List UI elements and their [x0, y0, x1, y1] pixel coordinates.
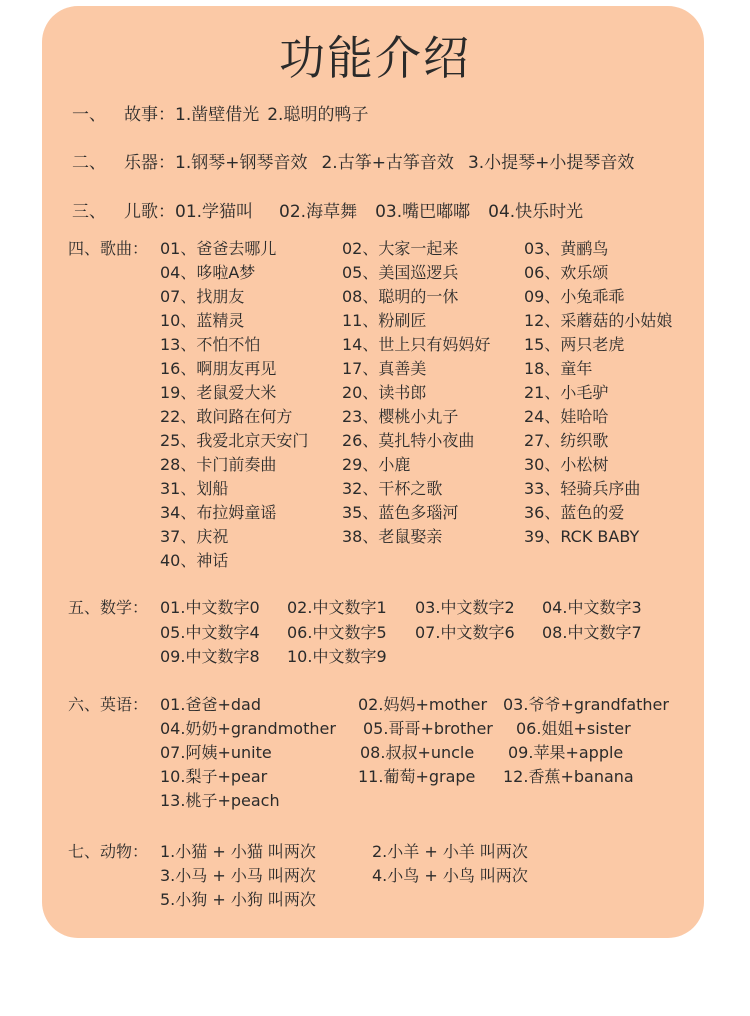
list-item: 09、小兔乖乖: [524, 287, 625, 306]
section-story: [72, 104, 368, 126]
list-item: 21、小毛驴: [524, 383, 609, 402]
list-item: 3.小提琴+小提琴音效: [467, 153, 635, 173]
list-item: 05.中文数字4: [160, 622, 260, 642]
list-item: 07.中文数字6: [415, 622, 515, 642]
list-item: 25、我爱北京天安门: [160, 431, 309, 450]
list-item: 12、采蘑菇的小姑娘: [524, 311, 673, 330]
list-item: 02.妈妈+mother: [358, 695, 488, 714]
list-item: 2.小羊 + 小羊 叫两次: [372, 842, 528, 861]
list-item: 06.中文数字5: [287, 622, 387, 642]
section-number: 三、: [72, 202, 106, 222]
list-item: 17、真善美: [342, 359, 427, 378]
list-item: 28、卡门前奏曲: [160, 455, 277, 474]
list-item: 5.小狗 + 小狗 叫两次: [160, 890, 316, 909]
list-item: 02.中文数字1: [287, 598, 387, 617]
section-songs-label: 四、歌曲：: [68, 239, 149, 258]
list-item: 11.葡萄+grape: [358, 767, 476, 786]
list-item: 01.爸爸+dad: [160, 695, 261, 714]
list-item: 18、童年: [524, 359, 593, 378]
list-item: 01.中文数字0: [160, 598, 260, 617]
list-item: 04.中文数字3: [542, 598, 642, 617]
list-item: 07.阿姨+unite: [160, 743, 272, 762]
list-item: 12.香蕉+banana: [503, 767, 634, 786]
list-item: 02、大家一起来: [342, 239, 459, 258]
section-animals-label: 七、动物：: [68, 842, 149, 861]
list-item: 08.叔叔+uncle: [360, 743, 475, 762]
list-item: 15、两只老虎: [524, 335, 625, 354]
list-item: 03.嘴巴嘟嘟: [375, 202, 471, 222]
list-item: 10.中文数字9: [287, 647, 387, 666]
list-item: 22、敢问路在何方: [160, 407, 293, 426]
list-item: 05.哥哥+brother: [363, 719, 493, 738]
list-item: 37、庆祝: [160, 527, 229, 546]
list-item: 03.中文数字2: [415, 598, 515, 617]
list-item: 34、布拉姆童谣: [160, 503, 277, 522]
list-item: 08、聪明的一休: [342, 287, 459, 306]
list-item: 06、欢乐颂: [524, 263, 609, 282]
list-item: 04.快乐时光: [488, 202, 584, 222]
list-item: 14、世上只有妈妈好: [342, 335, 491, 354]
section-label: 乐器：: [124, 153, 175, 173]
list-item: 1.钢琴+钢琴音效: [175, 153, 308, 173]
list-item: 03、黄鹂鸟: [524, 239, 609, 258]
list-item: 01、爸爸去哪儿: [160, 239, 277, 258]
list-item: 19、老鼠爱大米: [160, 383, 277, 402]
list-item: 24、娃哈哈: [524, 407, 609, 426]
list-item: 03.爷爷+grandfather: [503, 695, 669, 714]
list-item: 1.小猫 + 小猫 叫两次: [160, 842, 316, 861]
list-item: 3.小马 + 小马 叫两次: [160, 866, 316, 885]
list-item: 23、樱桃小丸子: [342, 407, 459, 426]
list-item: 33、轻骑兵序曲: [524, 479, 641, 498]
list-item: 36、蓝色的爱: [524, 503, 625, 522]
list-item: 35、蓝色多瑙河: [342, 503, 459, 522]
section-number: 一、: [72, 105, 106, 125]
list-item: 04、哆啦A梦: [160, 263, 256, 282]
list-item: 27、纺织歌: [524, 431, 609, 450]
list-item: 39、RCK BABY: [524, 527, 640, 546]
list-item: 2.聪明的鸭子: [267, 105, 369, 125]
list-item: 10、蓝精灵: [160, 311, 245, 330]
list-item: 02.海草舞: [279, 202, 358, 222]
section-label: 故事：: [124, 105, 175, 125]
list-item: 20、读书郎: [342, 383, 427, 402]
list-item: 13、不怕不怕: [160, 335, 261, 354]
list-item: 31、划船: [160, 479, 229, 498]
list-item: 2.古筝+古筝音效: [321, 153, 454, 173]
list-item: 29、小鹿: [342, 455, 411, 474]
list-item: 26、莫扎特小夜曲: [342, 431, 475, 450]
section-number: 二、: [72, 153, 106, 173]
list-item: 13.桃子+peach: [160, 791, 280, 810]
list-item: 38、老鼠娶亲: [342, 527, 443, 546]
list-item: 09.中文数字8: [160, 647, 260, 666]
section-instruments: [72, 152, 634, 174]
list-item: 40、神话: [160, 551, 229, 570]
list-item: 32、干杯之歌: [342, 479, 443, 498]
list-item: 11、粉刷匠: [342, 311, 427, 330]
list-item: 30、小松树: [524, 455, 609, 474]
list-item: 08.中文数字7: [542, 622, 642, 642]
list-item: 16、啊朋友再见: [160, 359, 277, 378]
list-item: 06.姐姐+sister: [516, 719, 631, 738]
section-nursery: [72, 201, 583, 223]
list-item: 09.苹果+apple: [508, 743, 624, 762]
section-math-label: 五、数学：: [68, 598, 149, 617]
list-item: 07、找朋友: [160, 287, 245, 306]
page-title: 功能介绍: [279, 31, 471, 85]
list-item: 4.小鸟 + 小鸟 叫两次: [372, 866, 528, 885]
section-english-label: 六、英语：: [68, 695, 149, 714]
list-item: 05、美国巡逻兵: [342, 263, 459, 282]
section-label: 儿歌：: [124, 202, 175, 222]
list-item: 01.学猫叫: [175, 202, 254, 222]
list-item: 04.奶奶+grandmother: [160, 719, 336, 738]
list-item: 10.梨子+pear: [160, 767, 268, 786]
list-item: 1.凿壁借光: [175, 105, 260, 125]
